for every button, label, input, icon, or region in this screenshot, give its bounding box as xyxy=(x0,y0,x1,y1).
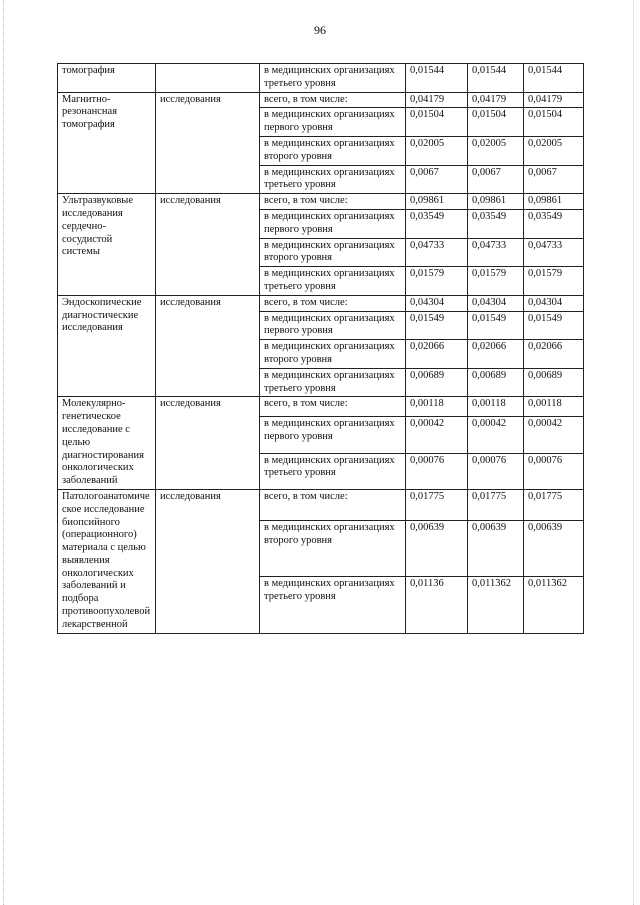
scan-edge-left xyxy=(3,0,5,905)
level-label-cell: в медицинских организациях второго уровня xyxy=(260,136,406,165)
level-label-cell: в медицинских организациях второго уровня xyxy=(260,238,406,267)
value-cell-3: 0,01775 xyxy=(524,489,584,520)
value-cell-1: 0,01544 xyxy=(406,64,468,93)
level-label-cell: в медицинских организациях третьего уровня xyxy=(260,368,406,397)
value-cell-3: 0,03549 xyxy=(524,209,584,238)
table-row xyxy=(58,194,584,210)
value-cell-3: 0,00639 xyxy=(524,521,584,577)
value-cell-2: 0,00076 xyxy=(468,453,524,489)
study-name-cell: Молекулярно-генетическое исследование с целью диагностирования онкологических заболеваний xyxy=(58,397,156,490)
value-cell-3: 0,01544 xyxy=(524,64,584,93)
value-cell-2: 0,01549 xyxy=(468,311,524,340)
value-cell-2: 0,00042 xyxy=(468,417,524,453)
value-cell-3: 0,00118 xyxy=(524,397,584,417)
unit-cell: исследования xyxy=(156,92,260,194)
value-cell-2: 0,02066 xyxy=(468,340,524,369)
value-cell-1: 0,04304 xyxy=(406,295,468,311)
scan-edge-right xyxy=(633,0,635,905)
value-cell-1: 0,04733 xyxy=(406,238,468,267)
value-cell-3: 0,00042 xyxy=(524,417,584,453)
value-cell-1: 0,0067 xyxy=(406,165,468,194)
value-cell-2: 0,01775 xyxy=(468,489,524,520)
unit-cell xyxy=(156,64,260,93)
level-label-cell: всего, в том числе: xyxy=(260,489,406,520)
value-cell-3: 0,09861 xyxy=(524,194,584,210)
value-cell-1: 0,00076 xyxy=(406,453,468,489)
value-cell-2: 0,09861 xyxy=(468,194,524,210)
value-cell-2: 0,0067 xyxy=(468,165,524,194)
value-cell-1: 0,03549 xyxy=(406,209,468,238)
value-cell-1: 0,02066 xyxy=(406,340,468,369)
unit-cell: исследования xyxy=(156,194,260,296)
study-name-cell: Магнитно-резонансная томография xyxy=(58,92,156,194)
value-cell-3: 0,01504 xyxy=(524,108,584,137)
value-cell-3: 0,01579 xyxy=(524,267,584,296)
table-row xyxy=(58,295,584,311)
value-cell-1: 0,01579 xyxy=(406,267,468,296)
level-label-cell: в медицинских организациях первого уровня xyxy=(260,108,406,137)
value-cell-1: 0,00689 xyxy=(406,368,468,397)
value-cell-3: 0,00076 xyxy=(524,453,584,489)
value-cell-3: 0,02066 xyxy=(524,340,584,369)
unit-cell: исследования xyxy=(156,295,260,397)
value-cell-1: 0,04179 xyxy=(406,92,468,108)
level-label-cell: в медицинских организациях третьего уровня xyxy=(260,267,406,296)
value-cell-3: 0,04304 xyxy=(524,295,584,311)
value-cell-3: 0,04179 xyxy=(524,92,584,108)
value-cell-2: 0,00118 xyxy=(468,397,524,417)
value-cell-2: 0,01504 xyxy=(468,108,524,137)
value-cell-3: 0,04733 xyxy=(524,238,584,267)
value-cell-3: 0,01549 xyxy=(524,311,584,340)
value-cell-1: 0,00042 xyxy=(406,417,468,453)
study-name-cell: Ультразвуковые исследования сердечно-сосудистой системы xyxy=(58,194,156,296)
value-cell-1: 0,02005 xyxy=(406,136,468,165)
level-label-cell: в медицинских организациях третьего уровня xyxy=(260,577,406,633)
table-row xyxy=(58,489,584,520)
norms-table xyxy=(57,63,584,634)
value-cell-3: 0,02005 xyxy=(524,136,584,165)
value-cell-3: 0,011362 xyxy=(524,577,584,633)
level-label-cell: в медицинских организациях третьего уровня xyxy=(260,453,406,489)
study-name-cell: Эндоскопические диагностические исследования xyxy=(58,295,156,397)
level-label-cell: в медицинских организациях третьего уровня xyxy=(260,64,406,93)
value-cell-2: 0,01579 xyxy=(468,267,524,296)
unit-cell: исследования xyxy=(156,489,260,633)
level-label-cell: в медицинских организациях второго уровня xyxy=(260,340,406,369)
value-cell-2: 0,04733 xyxy=(468,238,524,267)
level-label-cell: в медицинских организациях первого уровня xyxy=(260,417,406,453)
value-cell-2: 0,00689 xyxy=(468,368,524,397)
level-label-cell: в медицинских организациях первого уровня xyxy=(260,311,406,340)
unit-cell: исследования xyxy=(156,397,260,490)
level-label-cell: в медицинских организациях третьего уровня xyxy=(260,165,406,194)
value-cell-3: 0,00689 xyxy=(524,368,584,397)
level-label-cell: в медицинских организациях первого уровня xyxy=(260,209,406,238)
value-cell-2: 0,01544 xyxy=(468,64,524,93)
table-body xyxy=(58,64,584,634)
page-number: 96 xyxy=(314,23,326,37)
level-label-cell: всего, в том числе: xyxy=(260,295,406,311)
value-cell-1: 0,01775 xyxy=(406,489,468,520)
level-label-cell: всего, в том числе: xyxy=(260,397,406,417)
value-cell-3: 0,0067 xyxy=(524,165,584,194)
value-cell-2: 0,04179 xyxy=(468,92,524,108)
table-row xyxy=(58,397,584,417)
study-name-cell: томография xyxy=(58,64,156,93)
level-label-cell: в медицинских организациях второго уровня xyxy=(260,521,406,577)
value-cell-2: 0,03549 xyxy=(468,209,524,238)
value-cell-1: 0,01549 xyxy=(406,311,468,340)
value-cell-2: 0,00639 xyxy=(468,521,524,577)
value-cell-1: 0,01504 xyxy=(406,108,468,137)
value-cell-1: 0,01136 xyxy=(406,577,468,633)
level-label-cell: всего, в том числе: xyxy=(260,194,406,210)
value-cell-2: 0,02005 xyxy=(468,136,524,165)
value-cell-2: 0,011362 xyxy=(468,577,524,633)
value-cell-1: 0,09861 xyxy=(406,194,468,210)
level-label-cell: всего, в том числе: xyxy=(260,92,406,108)
study-name-cell: Патологоанатомическое исследование биопсийного (операционного) материала с целью выявления онкологических заболеваний и подбора противоопухолевой лекарственной xyxy=(58,489,156,633)
table-row xyxy=(58,64,584,93)
value-cell-1: 0,00639 xyxy=(406,521,468,577)
value-cell-1: 0,00118 xyxy=(406,397,468,417)
table-row xyxy=(58,92,584,108)
value-cell-2: 0,04304 xyxy=(468,295,524,311)
